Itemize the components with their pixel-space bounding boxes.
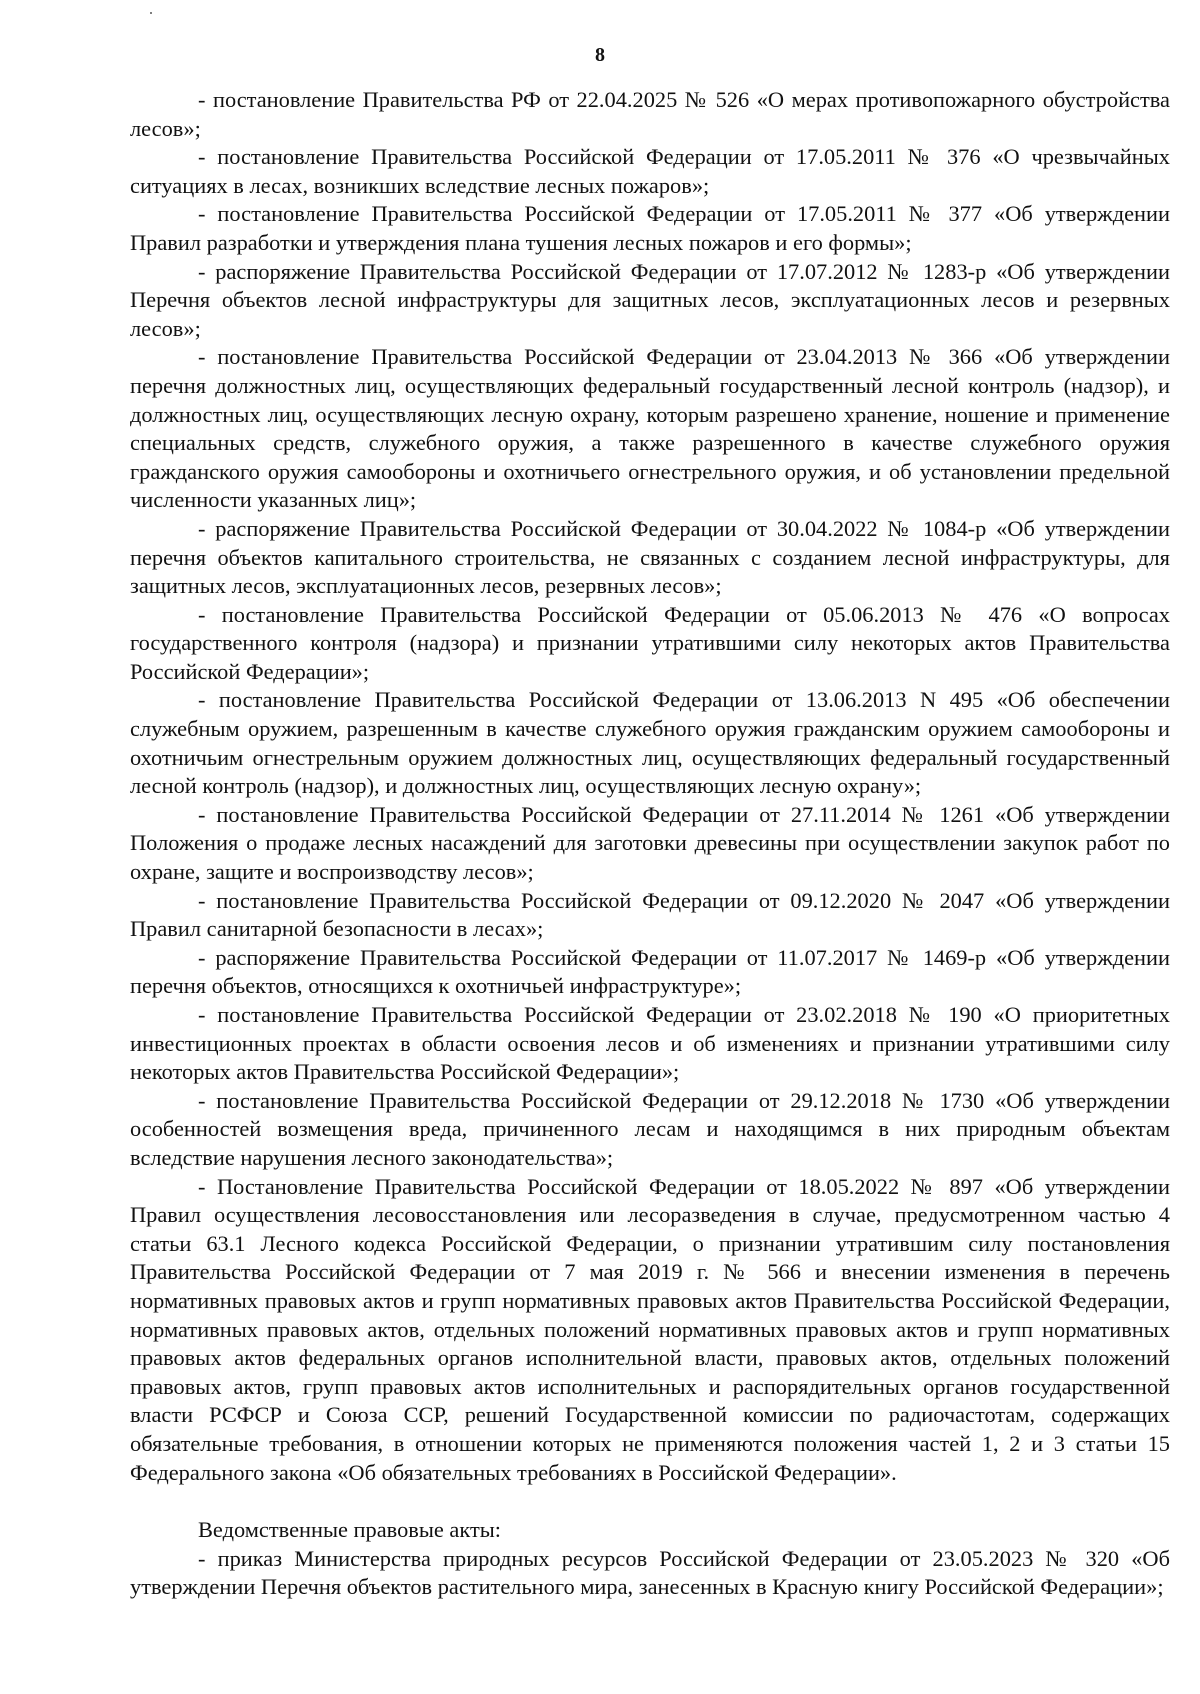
act-paragraph-7: - постановление Правительства Российской Федерации от 05.06.2013 № 476 «О вопросах государственного контроля (надзора) и признании утратившими силу некоторых актов Правительства Российской Федерации»;	[130, 601, 1170, 684]
section-heading: Ведомственные правовые акты:	[198, 1517, 502, 1543]
scan-speck	[150, 12, 152, 14]
page-number: 8	[595, 44, 605, 66]
act-paragraph-12: - постановление Правительства Российской Федерации от 23.02.2018 № 190 «О приоритетных инвестиционных проектах в области освоения лесов и об изменениях и признании утратившими силу некоторых актов Правительства Российской Федерации»;	[130, 1002, 1170, 1085]
act-paragraph-1: - постановление Правительства РФ от 22.04.2025 № 526 «О мерах противопожарного обустройства лесов»;	[130, 87, 1170, 141]
act-paragraph-3: - постановление Правительства Российской Федерации от 17.05.2011 № 377 «Об утверждении Правил разработки и утверждения плана тушения лесных пожаров и его формы»;	[130, 201, 1170, 255]
act-paragraph-8: - постановление Правительства Российской Федерации от 13.06.2013 N 495 «Об обеспечении служебным оружием, разрешенным в качестве служебного оружия гражданским оружием самообороны и охотничьим огнестрельным оружием должностных лиц, осуществляющих федеральный государственный лесной контроль (надзор), и должностных лиц, осуществляющих лесную охрану»;	[130, 687, 1170, 799]
document-body	[130, 86, 1170, 1602]
act-paragraph-4: - распоряжение Правительства Российской Федерации от 17.07.2012 № 1283-р «Об утверждении Перечня объектов лесной инфраструктуры для защитных лесов, эксплуатационных лесов и резервных лесов»;	[130, 258, 1170, 341]
act-paragraph-6: - распоряжение Правительства Российской Федерации от 30.04.2022 № 1084-р «Об утверждении перечня объектов капитального строительства, не связанных с созданием лесной инфраструктуры, для защитных лесов, эксплуатационных лесов, резервных лесов»;	[130, 515, 1170, 599]
act-paragraph-10: - постановление Правительства Российской Федерации от 09.12.2020 № 2047 «Об утверждении Правил санитарной безопасности в лесах»;	[130, 887, 1170, 942]
act-paragraph-5: - постановление Правительства Российской Федерации от 23.04.2013 № 366 «Об утверждении перечня должностных лиц, осуществляющих федеральный государственный лесной контроль (надзор), и должностных лиц, осуществляющих лесную охрану, которым разрешено хранение, ношение и применение специальных средств, служебного оружия, а также разрешенного в качестве служебного оружия гражданского оружия самообороны и охотничьего огнестрельного оружия, и об установлении предельной численности указанных лиц»;	[130, 344, 1170, 513]
act-paragraph-14: - Постановление Правительства Российской Федерации от 18.05.2022 № 897 «Об утверждении Правил осуществления лесовосстановления или лесоразведения в случае, предусмотренном частью 4 статьи 63.1 Лесного кодекса Российской Федерации, о признании утратившим силу постановления Правительства Российской Федерации от 7 мая 2019 г. № 566 и внесении изменения в перечень нормативных правовых актов и групп нормативных правовых актов Правительства Российской Федерации, нормативных правовых актов, отдельных положений нормативных правовых актов и групп нормативных правовых актов федеральных органов исполнительной власти, правовых актов, отдельных положений правовых актов, групп правовых актов исполнительных и распорядительных органов государственной власти РСФСР и Союза ССР, решений Государственной комиссии по радиочастотам, содержащих обязательные требования, в отношении которых не применяются положения частей 1, 2 и 3 статьи 15 Федерального закона «Об обязательных требованиях в Российской Федерации».	[130, 1173, 1170, 1485]
departmental-act-1: - приказ Министерства природных ресурсов Российской Федерации от 23.05.2023 № 320 «Об утверждении Перечня объектов растительного мира, занесенных в Красную книгу Российской Федерации»;	[130, 1545, 1170, 1600]
act-paragraph-9: - постановление Правительства Российской Федерации от 27.11.2014 № 1261 «Об утверждении Положения о продаже лесных насаждений для заготовки древесины при осуществлении закупок работ по охране, защите и воспроизводству лесов»;	[130, 801, 1170, 885]
act-paragraph-13: - постановление Правительства Российской Федерации от 29.12.2018 № 1730 «Об утверждении особенностей возмещения вреда, причиненного лесам и находящимся в них природным объектам вследствие нарушения лесного законодательства»;	[130, 1087, 1170, 1170]
act-paragraph-2: - постановление Правительства Российской Федерации от 17.05.2011 № 376 «О чрезвычайных ситуациях в лесах, возникших вследствие лесных пожаров»;	[130, 144, 1170, 198]
act-paragraph-11: - распоряжение Правительства Российской Федерации от 11.07.2017 № 1469-р «Об утверждении перечня объектов, относящихся к охотничьей инфраструктуре»;	[130, 944, 1170, 999]
